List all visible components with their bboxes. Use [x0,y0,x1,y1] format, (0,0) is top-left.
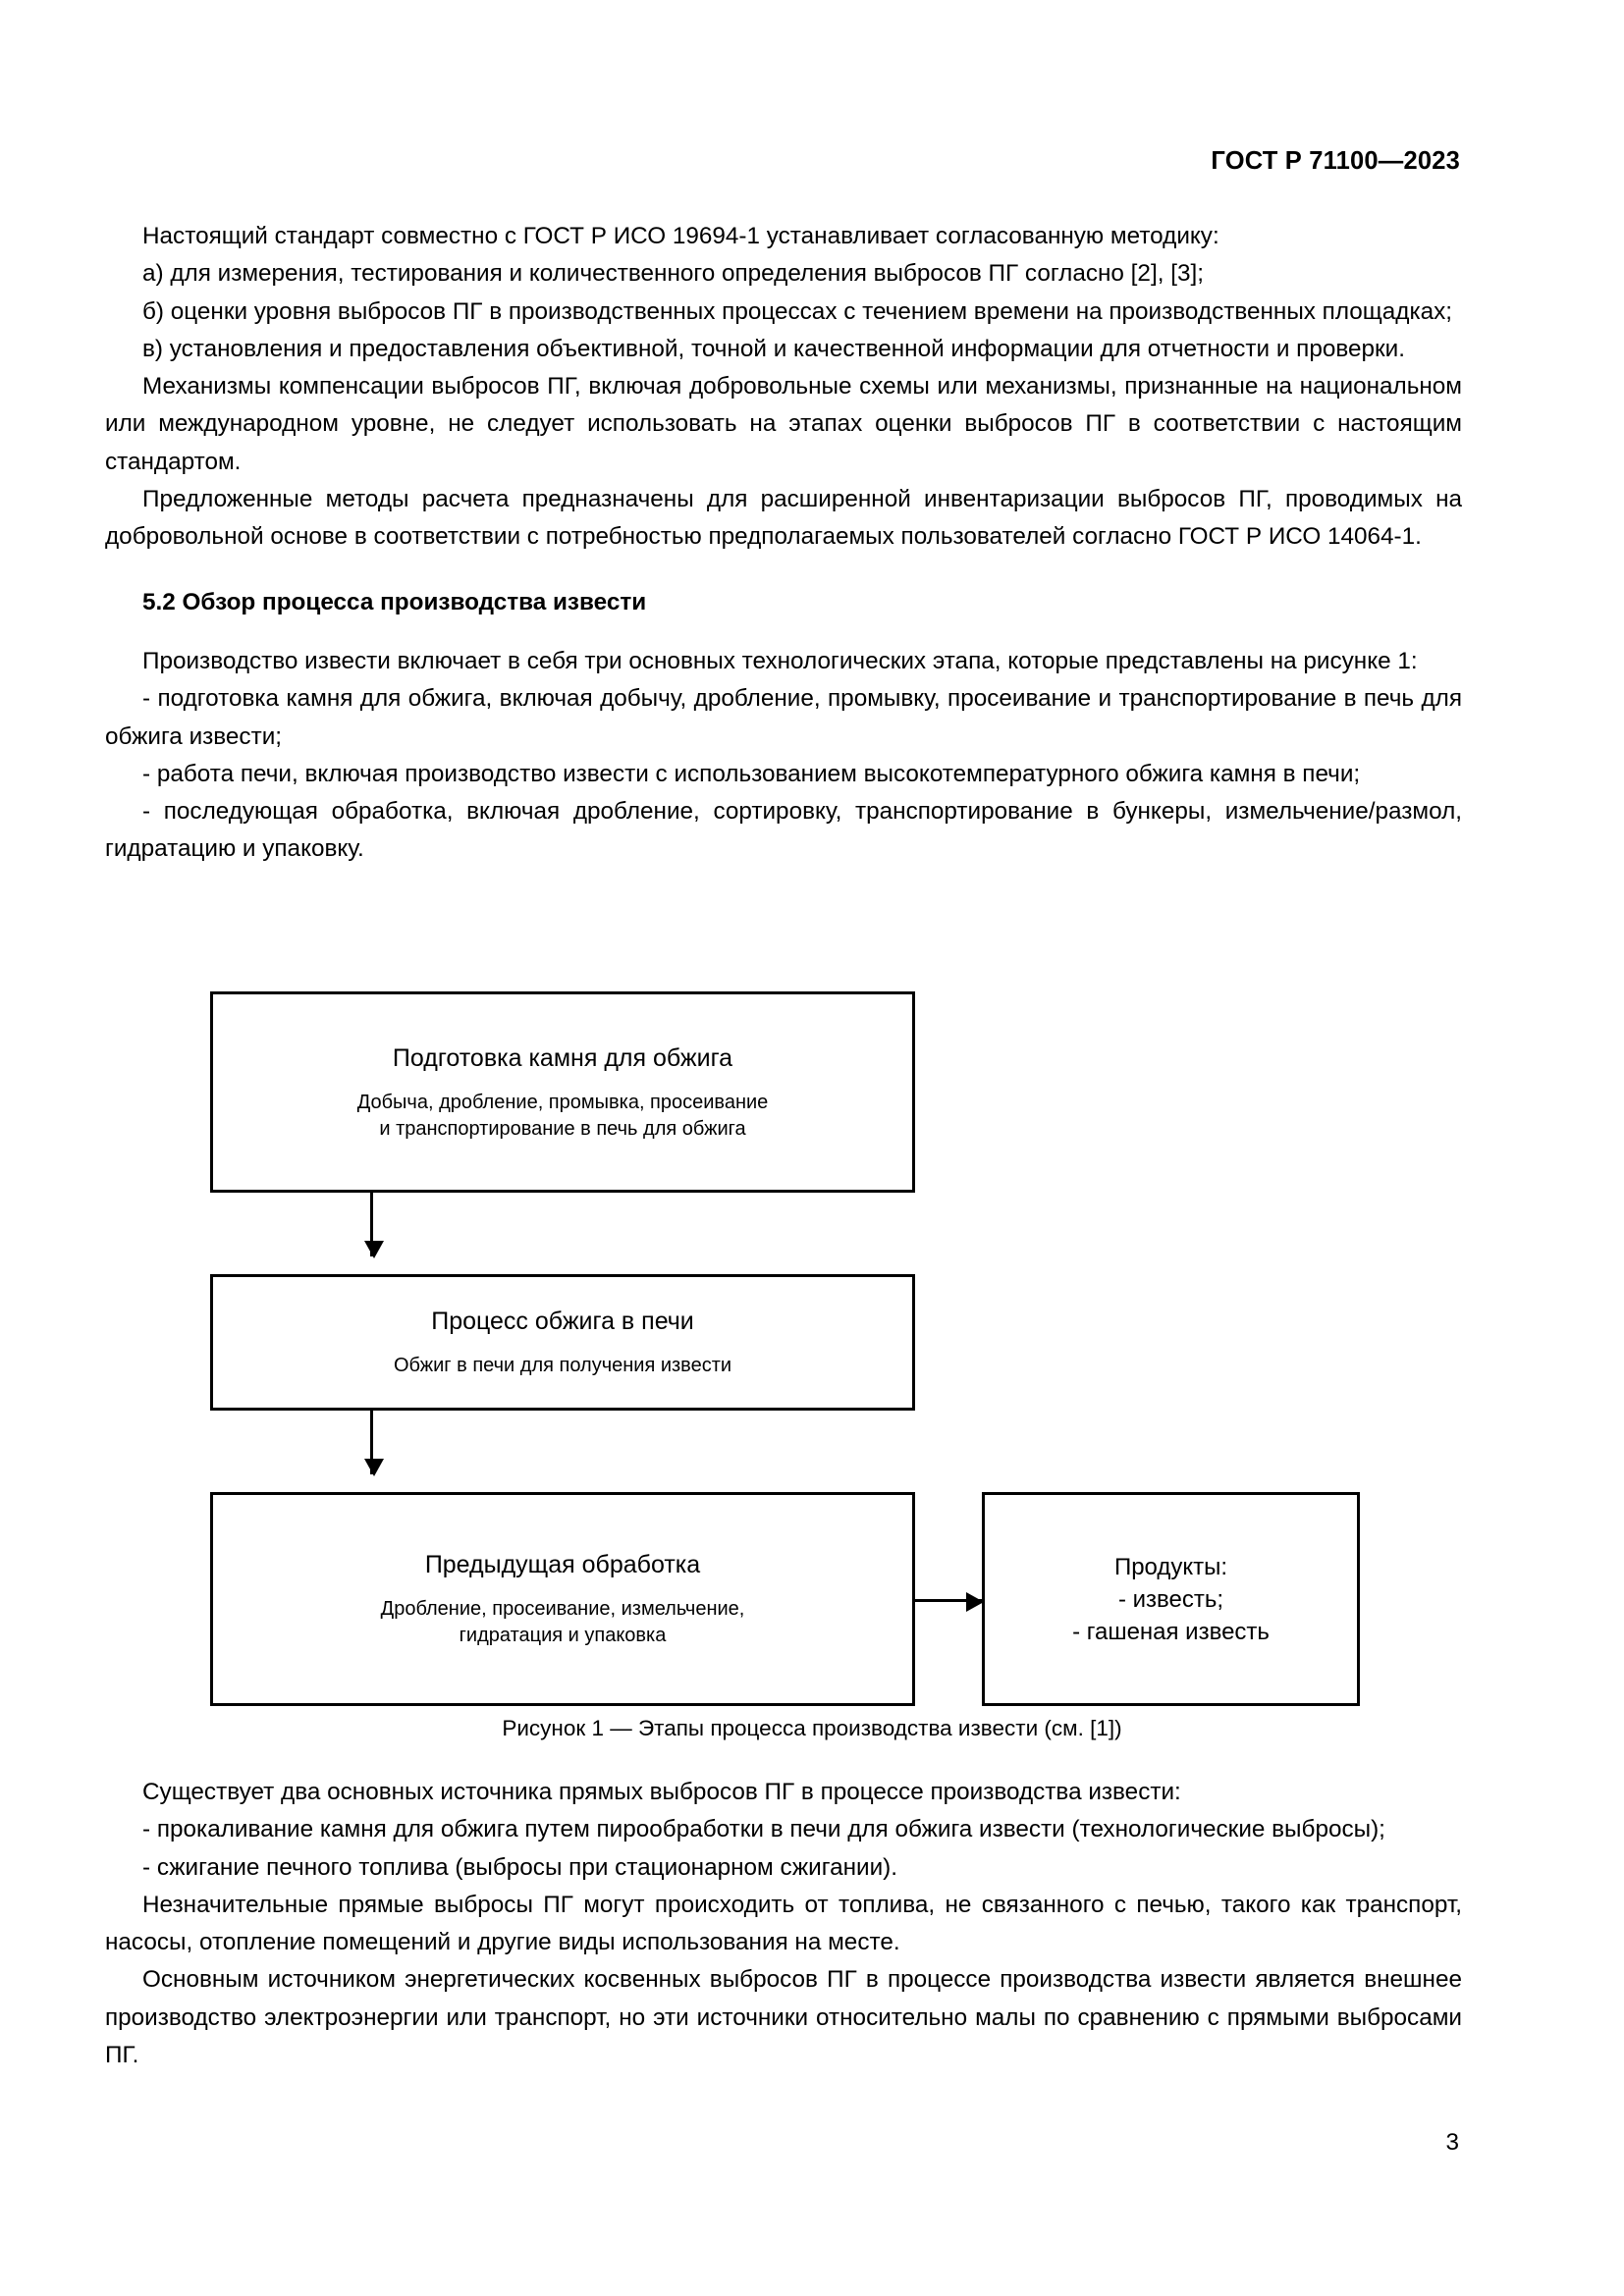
flow-node-postprocessing-subtitle [381,1596,745,1649]
paragraph-indirect-emissions: Основным источником энергетических косвенных выбросов ПГ в процессе производства извести является внешнее производство электроэнергии или транспорт, но эти источники относительно малы по сравнению с прямыми выбросами ПГ. [105,1966,1462,2069]
paragraph-source-calcination: - прокаливание камня для обжига путем пирообработки в печи для обжига извести (технологические выбросы); [142,1816,1385,1843]
flow-node-postprocessing [210,1492,915,1706]
spacer-after-section-title [105,621,1462,643]
flow-node-products [982,1492,1360,1706]
paragraph-stage-kiln: - работа печи, включая производство извести с использованием высокотемпературного обжига камня в печи; [142,760,1361,787]
flow-node-products-lines [1072,1551,1270,1648]
flow-node-postprocessing-subtitle-line-1: Дробление, просеивание, измельчение, [380,1598,745,1620]
paragraph-source-fuel-combustion: - сжигание печного топлива (выбросы при стационарном сжигании). [142,1853,897,1881]
flow-diagram [0,982,1624,1708]
paragraph-stage-postprocessing: - последующая обработка, включая дробление, сортировку, транспортирование в бункеры, измельчение/размол, гидратацию и упаковку. [105,798,1462,863]
paragraph-intro: Настоящий стандарт совместно с ГОСТ Р ИСО 19694-1 устанавливает согласованную методику: [142,223,1219,249]
flow-node-products-line-3: - гашеная известь [1072,1618,1270,1645]
flow-node-preparation-subtitle-line-2: и транспортирование в печь для обжига [379,1117,746,1140]
flow-node-kiln-subtitle-line-1: Обжиг в печи для получения извести [393,1355,732,1376]
flow-node-kiln [210,1274,915,1411]
page-number: 3 [1445,2129,1459,2156]
flow-node-kiln-subtitle [394,1353,731,1379]
document-header-standard-number: ГОСТ Р 71100—2023 [1211,147,1460,175]
paragraph-item-a: а) для измерения, тестирования и количественного определения выбросов ПГ согласно [2], [3]; [142,260,1204,288]
lower-text-column [105,1774,1462,2074]
paragraph-item-b: б) оценки уровня выбросов ПГ в производственных процессах с течением времени на производственных площадках; [142,297,1453,325]
paragraph-item-v: в) установления и предоставления объективной, точной и качественной информации для отчетности и проверки. [142,335,1405,362]
flow-node-preparation-subtitle-line-1: Добыча, дробление, промывка, просеивание [356,1091,769,1113]
paragraph-three-stages: Производство извести включает в себя три основных технологических этапа, которые представлены на рисунке 1: [142,647,1418,674]
flow-arrow-preparation-to-kiln [370,1193,373,1256]
paragraph-calculation-methods: Предложенные методы расчета предназначены для расширенной инвентаризации выбросов ПГ, проводимых на добровольной основе в соответствии с потребностью предполагаемых пользователей согласно ГОСТ Р ИСО 14064-1. [105,486,1462,551]
upper-text-column [105,218,1462,869]
paragraph-stage-preparation: - подготовка камня для обжига, включая добычу, дробление, промывку, просеивание и транспортирование в печь для обжига извести; [105,685,1462,750]
arrow-head-down-icon [364,1459,384,1476]
flow-node-preparation [210,991,915,1193]
paragraph-two-direct-sources: Существует два основных источника прямых выбросов ПГ в процессе производства извести: [142,1779,1181,1805]
figure-1-caption: Рисунок 1 — Этапы процесса производства извести (см. [1]) [502,1716,1122,1740]
paragraph-minor-direct-emissions: Незначительные прямые выбросы ПГ могут происходить от топлива, не связанного с печью, такого как транспорт, насосы, отопление помещений и другие виды использования на месте. [105,1891,1462,1956]
spacer-before-section-title [105,557,1462,584]
figure-1 [0,982,1624,1708]
paragraph-offset-mechanisms: Механизмы компенсации выбросов ПГ, включая добровольные схемы или механизмы, признанные на национальном или международном уровне, не следует использовать на этапах оценки выбросов ПГ в соответствии с настоящим стандартом. [105,373,1462,475]
arrow-head-down-icon [364,1241,384,1258]
flow-arrow-postprocessing-to-products [915,1599,982,1602]
flow-node-preparation-subtitle [357,1090,769,1143]
flow-node-products-line-1: Продукты: [1113,1553,1228,1580]
flow-node-preparation-title: Подготовка камня для обжига [392,1043,733,1072]
section-heading-5-2: 5.2 Обзор процесса производства извести [142,588,647,615]
flow-node-postprocessing-subtitle-line-2: гидратация и упаковка [459,1625,667,1646]
flow-node-postprocessing-title: Предыдущая обработка [424,1551,701,1578]
flow-node-kiln-title: Процесс обжига в печи [431,1308,694,1335]
flow-node-products-line-2: - известь; [1117,1585,1224,1613]
flow-arrow-kiln-to-postprocessing [370,1411,373,1474]
